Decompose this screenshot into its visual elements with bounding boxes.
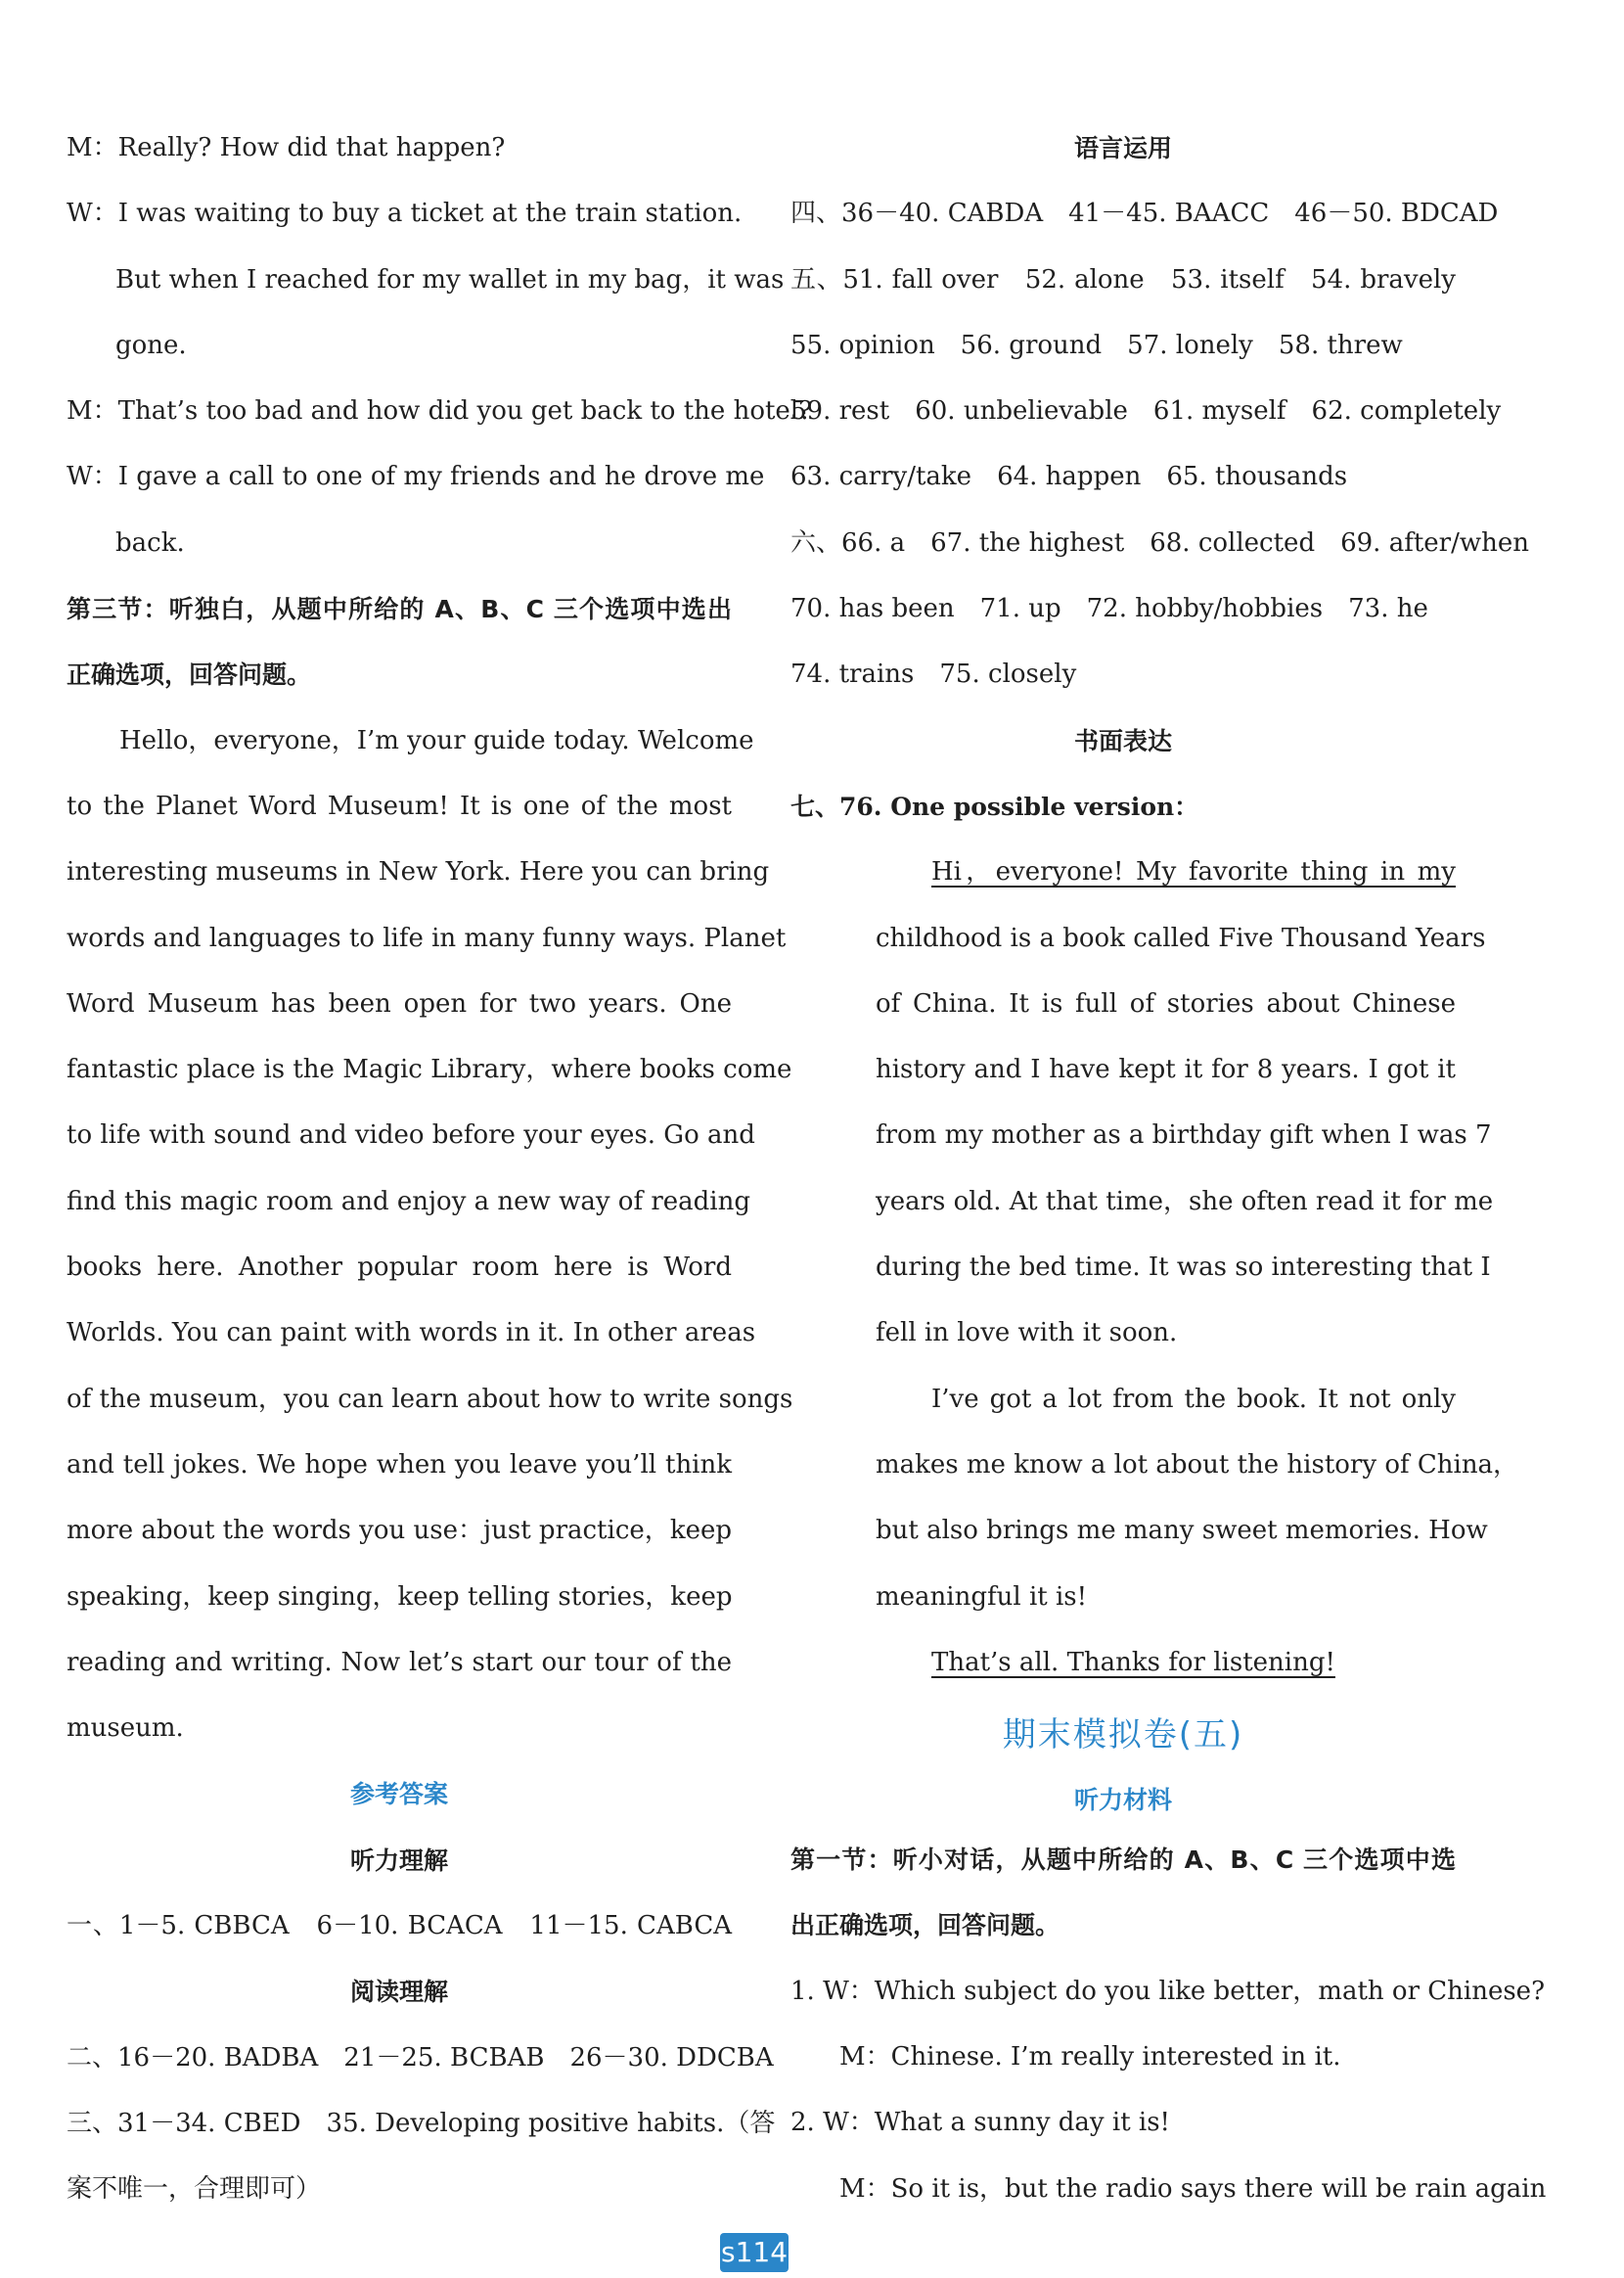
dialogue-line: M：Chinese. I’m really interested in it. xyxy=(839,2042,1341,2073)
essay-line: but also brings me many sweet memories. How xyxy=(876,1516,1488,1546)
text-line: Worlds. You can paint with words in it. In other areas xyxy=(67,1318,756,1348)
text-line: and tell jokes. We hope when you leave you’ll think xyxy=(67,1449,732,1480)
essay-line: history and I have kept it for 8 years. I got it xyxy=(876,1055,1456,1085)
section-heading: 第一节：听小对话，从题中所给的 A、B、C 三个选项中选 xyxy=(790,1845,1456,1875)
text-line: more about the words you use：just practice，keep xyxy=(67,1516,732,1546)
essay-line: Hi，everyone! My favorite thing in my xyxy=(931,857,1456,888)
text-line: fantastic place is the Magic Library，where books come xyxy=(67,1055,792,1085)
essay-line: from my mother as a birthday gift when I was 7 xyxy=(876,1120,1492,1151)
answer-line: 案不唯一，合理即可） xyxy=(67,2174,322,2205)
left-column xyxy=(67,115,813,2223)
dialogue-line: 1. W：Which subject do you like better，math or Chinese? xyxy=(790,1976,1546,2006)
essay-line: I’ve got a lot from the book. It not only xyxy=(931,1384,1456,1414)
essay-line: fell in love with it soon. xyxy=(876,1318,1178,1348)
text-line: speaking，keep singing，keep telling stories，keep xyxy=(67,1581,733,1612)
listening-material-heading: 听力材料 xyxy=(1073,1786,1172,1815)
answer-line: 六、66. a 67. the highest 68. collected 69. after/when xyxy=(790,527,1529,558)
text-line: Hello，everyone，I’m your guide today. Welcome xyxy=(119,725,754,755)
essay-line: That’s all. Thanks for listening! xyxy=(931,1647,1335,1677)
dialogue-line: 2. W：What a sunny day it is! xyxy=(790,2108,1171,2138)
section-heading: 第三节：听独白，从题中所给的 A、B、C 三个选项中选出 xyxy=(67,595,732,624)
answer-line: 七、76. One possible version： xyxy=(790,792,1199,821)
text-line: Word Museum has been open for two years. One xyxy=(67,988,732,1019)
text-line: books here. Another popular room here is Word xyxy=(67,1253,732,1283)
text-line: find this magic room and enjoy a new way of reading xyxy=(67,1186,750,1216)
page-number-badge: s114 xyxy=(720,2233,789,2272)
text-line: of the museum，you can learn about how to write songs xyxy=(67,1384,793,1414)
section-heading: 书面表达 xyxy=(1073,726,1172,755)
text-line: to the Planet Word Museum! It is one of the most xyxy=(67,791,732,821)
text-line: M：Really? How did that happen? xyxy=(67,133,506,162)
text-line: reading and writing. Now let’s start our tour of the xyxy=(67,1647,732,1677)
text-line: But when I reached for my wallet in my bag，it was xyxy=(115,264,785,295)
essay-line: of China. It is full of stories about Chinese xyxy=(876,988,1456,1019)
text-line: M：That’s too bad and how did you get back to the hotel? xyxy=(67,396,813,427)
text-line: gone. xyxy=(115,330,187,360)
text-line: words and languages to life in many funny ways. Planet xyxy=(67,923,787,953)
text-line: to life with sound and video before your eyes. Go and xyxy=(67,1120,755,1151)
essay-line: childhood is a book called Five Thousand Years xyxy=(876,923,1486,953)
answer-line: 74. trains 75. closely xyxy=(790,660,1077,690)
answer-line: 一、1－5. CBBCA 6－10. BCACA 11－15. CABCA xyxy=(67,1911,732,1941)
section-heading: 听力理解 xyxy=(349,1845,448,1875)
answer-line: 五、51. fall over 52. alone 53. itself 54. bravely xyxy=(790,264,1456,295)
section-heading: 阅读理解 xyxy=(349,1978,448,2007)
essay-line: makes me know a lot about the history of China， xyxy=(876,1449,1519,1480)
answer-line: 二、16－20. BADBA 21－25. BCBAB 26－30. DDCBA xyxy=(67,2042,774,2073)
text-line: W：I gave a call to one of my friends and he drove me xyxy=(67,462,765,492)
section-heading: 正确选项，回答问题。 xyxy=(67,661,312,690)
right-column xyxy=(790,115,1547,2222)
answer-line: 四、36－40. CABDA 41－45. BAACC 46－50. BDCAD xyxy=(790,199,1499,229)
answer-line: 55. opinion 56. ground 57. lonely 58. threw xyxy=(790,330,1403,360)
answer-line: 63. carry/take 64. happen 65. thousands xyxy=(790,462,1348,492)
answer-key-heading: 参考答案 xyxy=(349,1780,448,1809)
text-line: museum. xyxy=(67,1713,184,1744)
dialogue-line: M：So it is，but the radio says there will be rain again xyxy=(839,2173,1547,2204)
essay-line: during the bed time. It was so interesting that I xyxy=(876,1253,1491,1283)
essay-line: meaningful it is! xyxy=(876,1581,1088,1612)
essay-line: years old. At that time，she often read it for me xyxy=(876,1186,1494,1216)
text-line: back. xyxy=(115,527,185,558)
section-heading: 出正确选项，回答问题。 xyxy=(790,1911,1060,1940)
text-line: W：I was waiting to buy a ticket at the train station. xyxy=(67,199,743,229)
answer-line: 59. rest 60. unbelievable 61. myself 62. completely xyxy=(790,396,1502,427)
answer-line: 三、31－34. CBED 35. Developing positive habits.（答 xyxy=(67,2108,776,2138)
answer-line: 70. has been 71. up 72. hobby/hobbies 73. he xyxy=(790,594,1428,624)
text-line: interesting museums in New York. Here you can bring xyxy=(67,857,770,888)
exam-title: 期末模拟卷(五) xyxy=(1002,1715,1244,1755)
section-heading: 语言运用 xyxy=(1073,134,1172,162)
